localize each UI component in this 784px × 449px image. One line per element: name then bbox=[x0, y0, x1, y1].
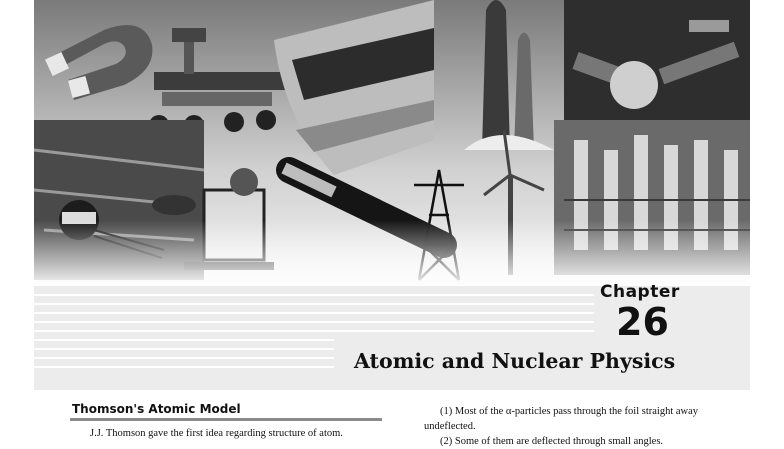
chapter-label: Chapter bbox=[600, 282, 680, 302]
right-column-text bbox=[424, 404, 742, 449]
right-line-2: undeflected. bbox=[424, 421, 476, 432]
section-heading: Thomson's Atomic Model bbox=[72, 402, 241, 416]
book-page bbox=[34, 0, 750, 447]
heading-rule bbox=[70, 418, 382, 421]
satellite-icon bbox=[564, 0, 750, 120]
chapter-banner bbox=[34, 0, 750, 390]
chapter-title: Atomic and Nuclear Physics bbox=[354, 349, 676, 373]
left-column-text: J.J. Thomson gave the first idea regarding structure of atom. bbox=[90, 428, 343, 439]
chapter-number: 26 bbox=[616, 300, 669, 344]
right-line-3: (2) Some of them are deflected through small angles. bbox=[440, 436, 664, 447]
right-line-1: (1) Most of the α-particles pass through the foil straight away bbox=[440, 406, 699, 417]
